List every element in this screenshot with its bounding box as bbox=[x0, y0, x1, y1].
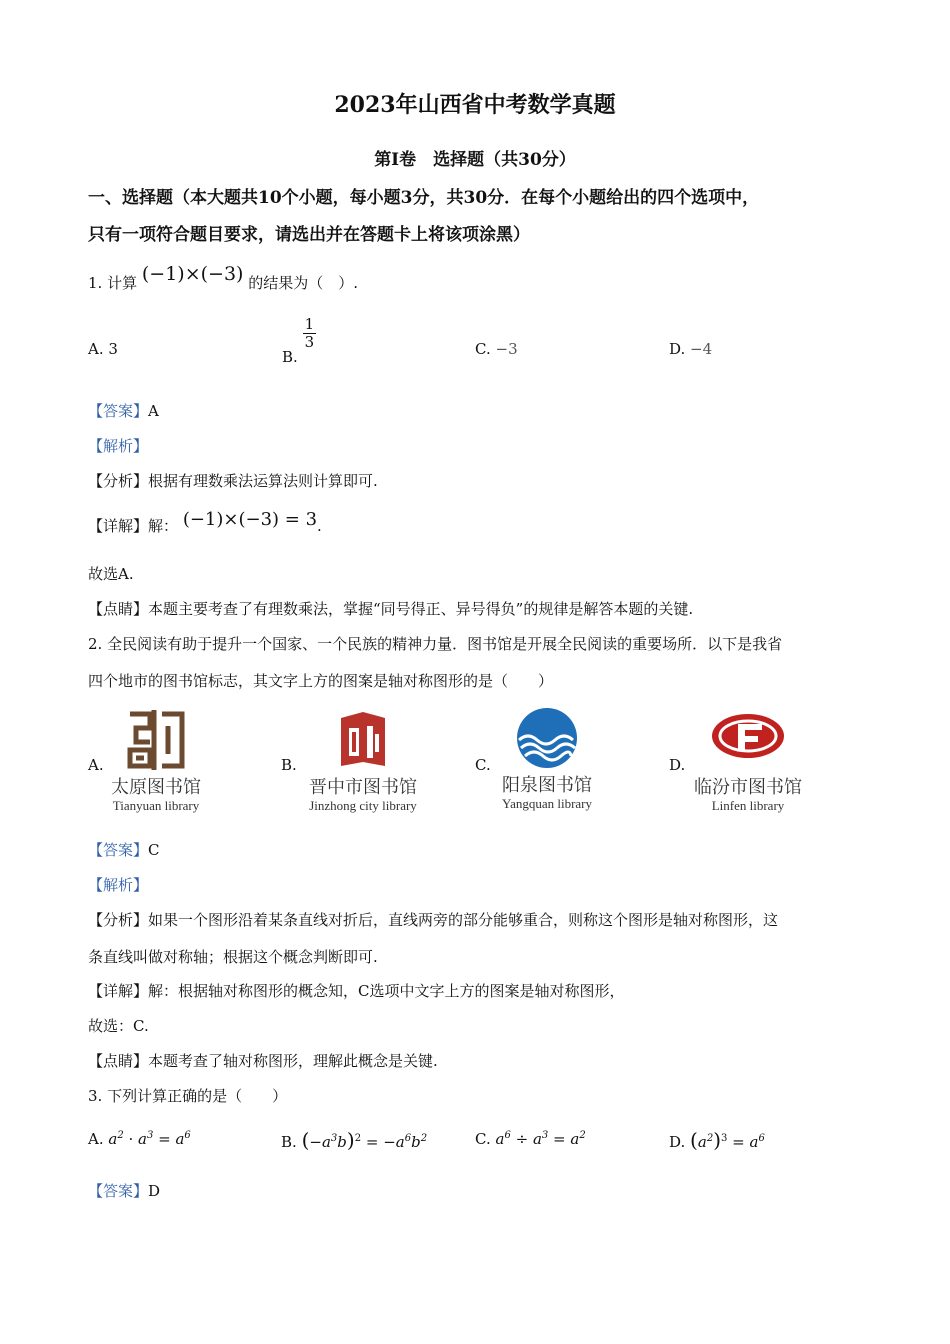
q2-xiangjie: 【详解】解：根据轴对称图形的概念知，C选项中文字上方的图案是轴对称图形， bbox=[88, 982, 625, 1000]
q2-fenxi-line1: 【分析】如果一个图形沿着某条直线对折后，直线两旁的部分能够重合，则称这个图形是轴对称图形，这 bbox=[88, 911, 779, 929]
part-title: 第Ⅰ卷 选择题（共30分） bbox=[374, 150, 576, 170]
q3-stem: 3. 下列计算正确的是（ ） bbox=[88, 1087, 288, 1105]
q1-prefix: 1. 计算 bbox=[88, 274, 138, 292]
q2-option-b: 晋中市图书馆 Jinzhong city library bbox=[298, 708, 428, 813]
q2-option-c-letter: C. bbox=[475, 756, 491, 774]
q1-analysis-tag: 【解析】 bbox=[88, 437, 149, 455]
q1-xiangjie: 【详解】解： (−1)×(−3) = 3. bbox=[88, 509, 322, 535]
yangquan-library-logo bbox=[515, 706, 579, 770]
q3-answer: 【答案】D bbox=[88, 1182, 161, 1200]
linfen-library-logo bbox=[710, 710, 786, 762]
page-title: 2023年山西省中考数学真题 bbox=[334, 92, 616, 118]
q1-option-a: A. 3 bbox=[88, 340, 118, 358]
q1-expression: (−1)×(−3) bbox=[141, 263, 244, 285]
q2-analysis-tag: 【解析】 bbox=[88, 876, 149, 894]
section-instructions-line2: 只有一项符合题目要求，请选出并在答题卡上将该项涂黑） bbox=[88, 225, 530, 245]
q2-option-c: 阳泉图书馆 Yangquan library bbox=[492, 706, 602, 811]
q3-option-c: C. $a^6 \div a^3 = a^2$ bbox=[475, 1130, 586, 1148]
q2-answer: 【答案】C bbox=[88, 841, 160, 859]
q2-option-a: 太原图书馆 Tianyuan library bbox=[106, 708, 206, 813]
q2-option-d: 临汾市图书馆 Linfen library bbox=[686, 710, 810, 813]
q1-option-b-fraction: $\frac{1}{3}$ bbox=[304, 315, 315, 351]
q2-fenxi-line2: 条直线叫做对称轴；根据这个概念判断即可. bbox=[88, 948, 378, 966]
q2-option-a-letter: A. bbox=[88, 756, 104, 774]
q1-stem bbox=[88, 263, 359, 293]
q1-option-d: D. −4 bbox=[669, 340, 713, 358]
q2-stem-line1: 2. 全民阅读有助于提升一个国家、一个民族的精神力量．图书馆是开展全民阅读的重要场所．以下是我省 bbox=[88, 635, 783, 653]
section-instructions-line1: 一、选择题（本大题共10个小题，每小题3分，共30分．在每个小题给出的四个选项中， bbox=[88, 188, 760, 208]
q1-option-b: B. $\frac{1}{3}$ bbox=[282, 315, 315, 366]
q1-solution-expression: (−1)×(−3) = 3 bbox=[182, 509, 318, 530]
q3-option-d: D. $(a^2)^3 = a^6$ bbox=[669, 1128, 765, 1152]
q1-option-c: C. −3 bbox=[475, 340, 518, 358]
q2-option-b-letter: B. bbox=[281, 756, 297, 774]
q1-answer: 【答案】A bbox=[88, 402, 159, 420]
q1-choice: 故选A. bbox=[88, 565, 134, 583]
jinzhong-library-logo bbox=[335, 708, 391, 772]
q1-suffix: 的结果为（ ）. bbox=[248, 274, 359, 292]
taiyuan-library-logo bbox=[124, 708, 188, 772]
q3-option-b: B. $(-a^3b)^2 = -a^6b^2$ bbox=[281, 1128, 428, 1152]
q2-dianjing: 【点睛】本题考查了轴对称图形，理解此概念是关键. bbox=[88, 1052, 438, 1070]
q2-stem-line2: 四个地市的图书馆标志，其文字上方的图案是轴对称图形的是（ ） bbox=[88, 672, 554, 690]
q3-option-a: A. $a^2 \cdot a^3 = a^6$ bbox=[88, 1130, 191, 1148]
q1-fenxi: 【分析】根据有理数乘法运算法则计算即可. bbox=[88, 472, 378, 490]
q1-dianjing: 【点睛】本题主要考查了有理数乘法，掌握“同号得正、异号得负”的规律是解答本题的关键. bbox=[88, 600, 694, 618]
q2-choice: 故选：C. bbox=[88, 1017, 149, 1035]
q2-option-d-letter: D. bbox=[669, 756, 686, 774]
